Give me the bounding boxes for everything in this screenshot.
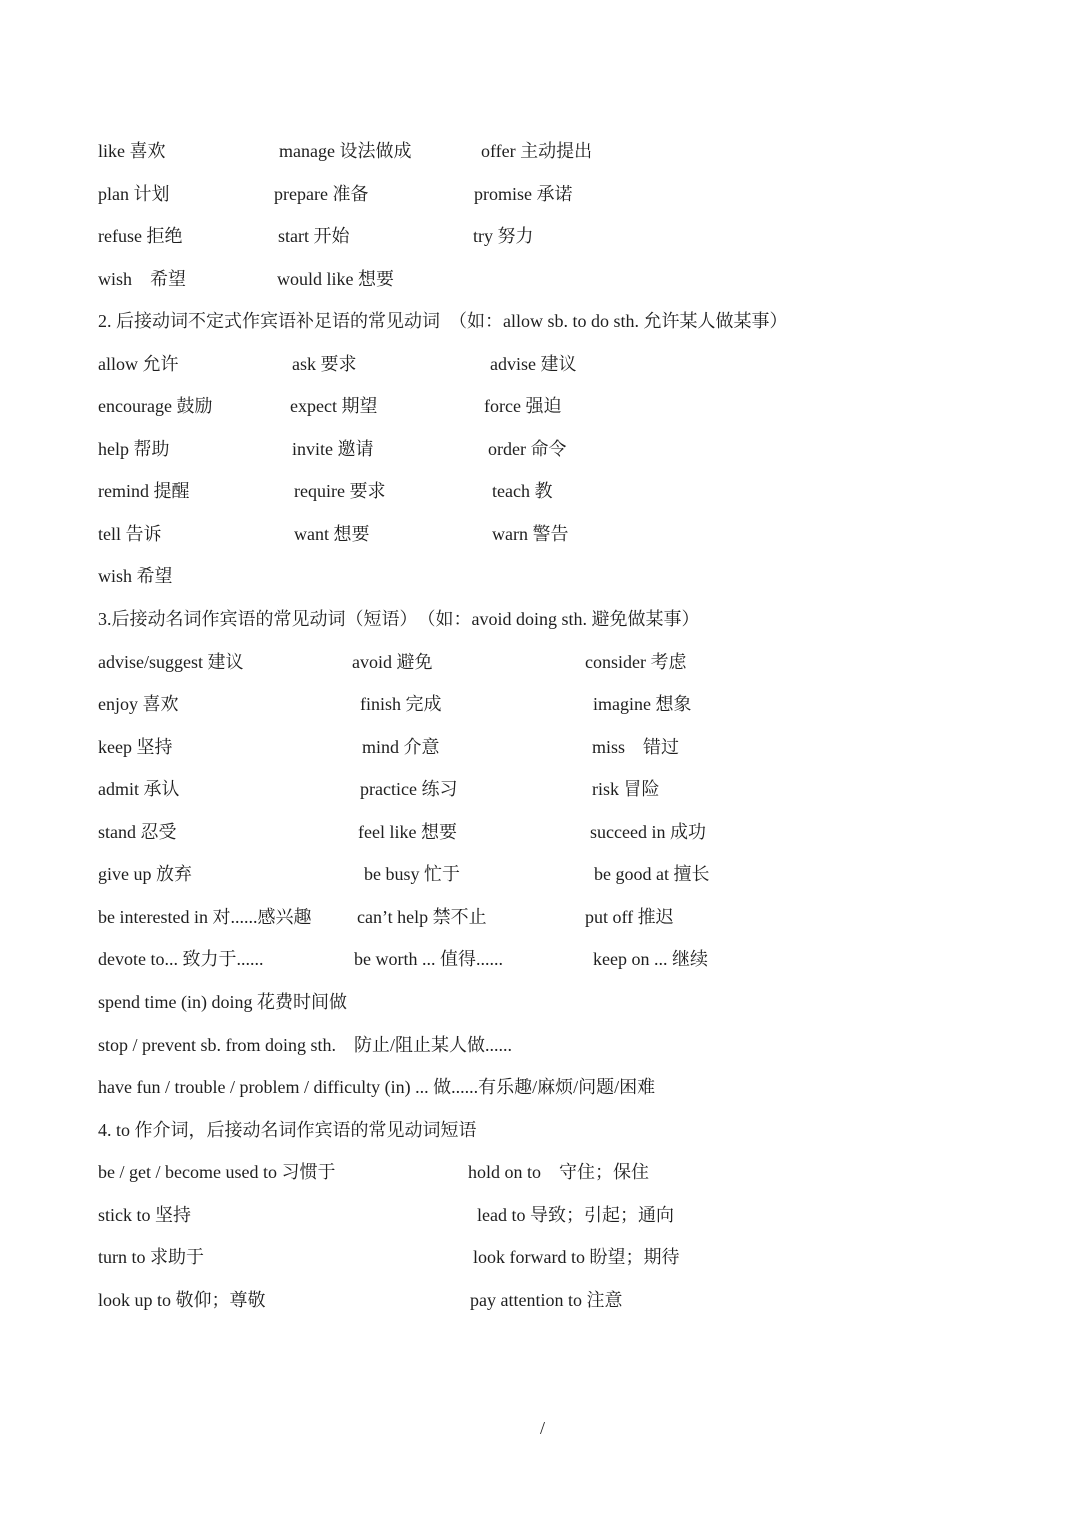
verb-entry: want 想要 (294, 524, 370, 544)
verb-entry: keep 坚持 (98, 737, 173, 757)
verb-entry: be worth ... 值得...... (354, 949, 503, 969)
verb-entry: succeed in 成功 (590, 822, 706, 842)
verb-entry: prepare 准备 (274, 184, 369, 204)
verb-entry: would like 想要 (277, 269, 394, 289)
verb-entry: encourage 鼓励 (98, 396, 213, 416)
verb-entry: hold on to 守住；保住 (468, 1162, 650, 1182)
verb-entry: put off 推迟 (585, 907, 674, 927)
verb-entry: avoid 避免 (352, 652, 433, 672)
verb-entry: order 命令 (488, 439, 567, 459)
verb-entry: finish 完成 (360, 694, 442, 714)
verb-entry: start 开始 (278, 226, 350, 246)
verb-entry: warn 警告 (492, 524, 569, 544)
verb-entry: try 努力 (473, 226, 534, 246)
verb-entry: like 喜欢 (98, 141, 166, 161)
verb-entry: look up to 敬仰；尊敬 (98, 1290, 266, 1310)
verb-entry: turn to 求助于 (98, 1247, 204, 1267)
verb-entry: look forward to 盼望；期待 (473, 1247, 680, 1267)
verb-entry: advise/suggest 建议 (98, 652, 244, 672)
verb-entry: imagine 想象 (593, 694, 692, 714)
verb-entry: require 要求 (294, 481, 386, 501)
verb-entry: remind 提醒 (98, 481, 190, 501)
verb-entry: offer 主动提出 (481, 141, 593, 161)
verb-entry: consider 考虑 (585, 652, 687, 672)
verb-entry: admit 承认 (98, 779, 180, 799)
verb-entry: plan 计划 (98, 184, 170, 204)
verb-entry: ask 要求 (292, 354, 357, 374)
verb-entry: keep on ... 继续 (593, 949, 708, 969)
verb-entry: be / get / become used to 习惯于 (98, 1162, 336, 1182)
verb-entry: be good at 擅长 (594, 864, 710, 884)
verb-entry: stand 忍受 (98, 822, 177, 842)
verb-entry: give up 放弃 (98, 864, 192, 884)
phrase-line: have fun / trouble / problem / difficulty (in) ... 做......有乐趣/麻烦/问题/困难 (98, 1077, 656, 1097)
verb-entry: feel like 想要 (358, 822, 457, 842)
verb-entry: promise 承诺 (474, 184, 573, 204)
verb-entry: pay attention to 注意 (470, 1290, 623, 1310)
verb-entry: can’t help 禁不止 (357, 907, 487, 927)
verb-entry: teach 教 (492, 481, 553, 501)
verb-entry: be busy 忙于 (364, 864, 460, 884)
page-number: / (540, 1418, 546, 1438)
section2-heading: 2. 后接动词不定式作宾语补足语的常见动词 （如：allow sb. to do sth. 允许某人做某事） (98, 311, 788, 331)
verb-entry: expect 期望 (290, 396, 378, 416)
verb-entry: allow 允许 (98, 354, 179, 374)
verb-entry: wish 希望 (98, 566, 173, 586)
verb-entry: devote to... 致力于...... (98, 949, 264, 969)
verb-entry: tell 告诉 (98, 524, 162, 544)
verb-entry: manage 设法做成 (279, 141, 412, 161)
verb-entry: mind 介意 (362, 737, 440, 757)
verb-entry: help 帮助 (98, 439, 170, 459)
verb-entry: risk 冒险 (592, 779, 660, 799)
verb-entry: invite 邀请 (292, 439, 374, 459)
verb-entry: wish 希望 (98, 269, 187, 289)
verb-entry: advise 建议 (490, 354, 577, 374)
verb-entry: stick to 坚持 (98, 1205, 191, 1225)
verb-entry: miss 错过 (592, 737, 680, 757)
section4-heading: 4. to 作介词，后接动名词作宾语的常见动词短语 (98, 1120, 477, 1140)
section3-heading: 3.后接动名词作宾语的常见动词（短语） （如：avoid doing sth. 避免做某事） (98, 609, 700, 629)
phrase-line: spend time (in) doing 花费时间做 (98, 992, 347, 1012)
phrase-line: stop / prevent sb. from doing sth. 防止/阻止某人做...... (98, 1035, 512, 1055)
verb-entry: be interested in 对......感兴趣 (98, 907, 312, 927)
verb-entry: practice 练习 (360, 779, 458, 799)
verb-entry: force 强迫 (484, 396, 562, 416)
verb-entry: refuse 拒绝 (98, 226, 183, 246)
verb-entry: lead to 导致；引起；通向 (477, 1205, 674, 1225)
verb-entry: enjoy 喜欢 (98, 694, 179, 714)
